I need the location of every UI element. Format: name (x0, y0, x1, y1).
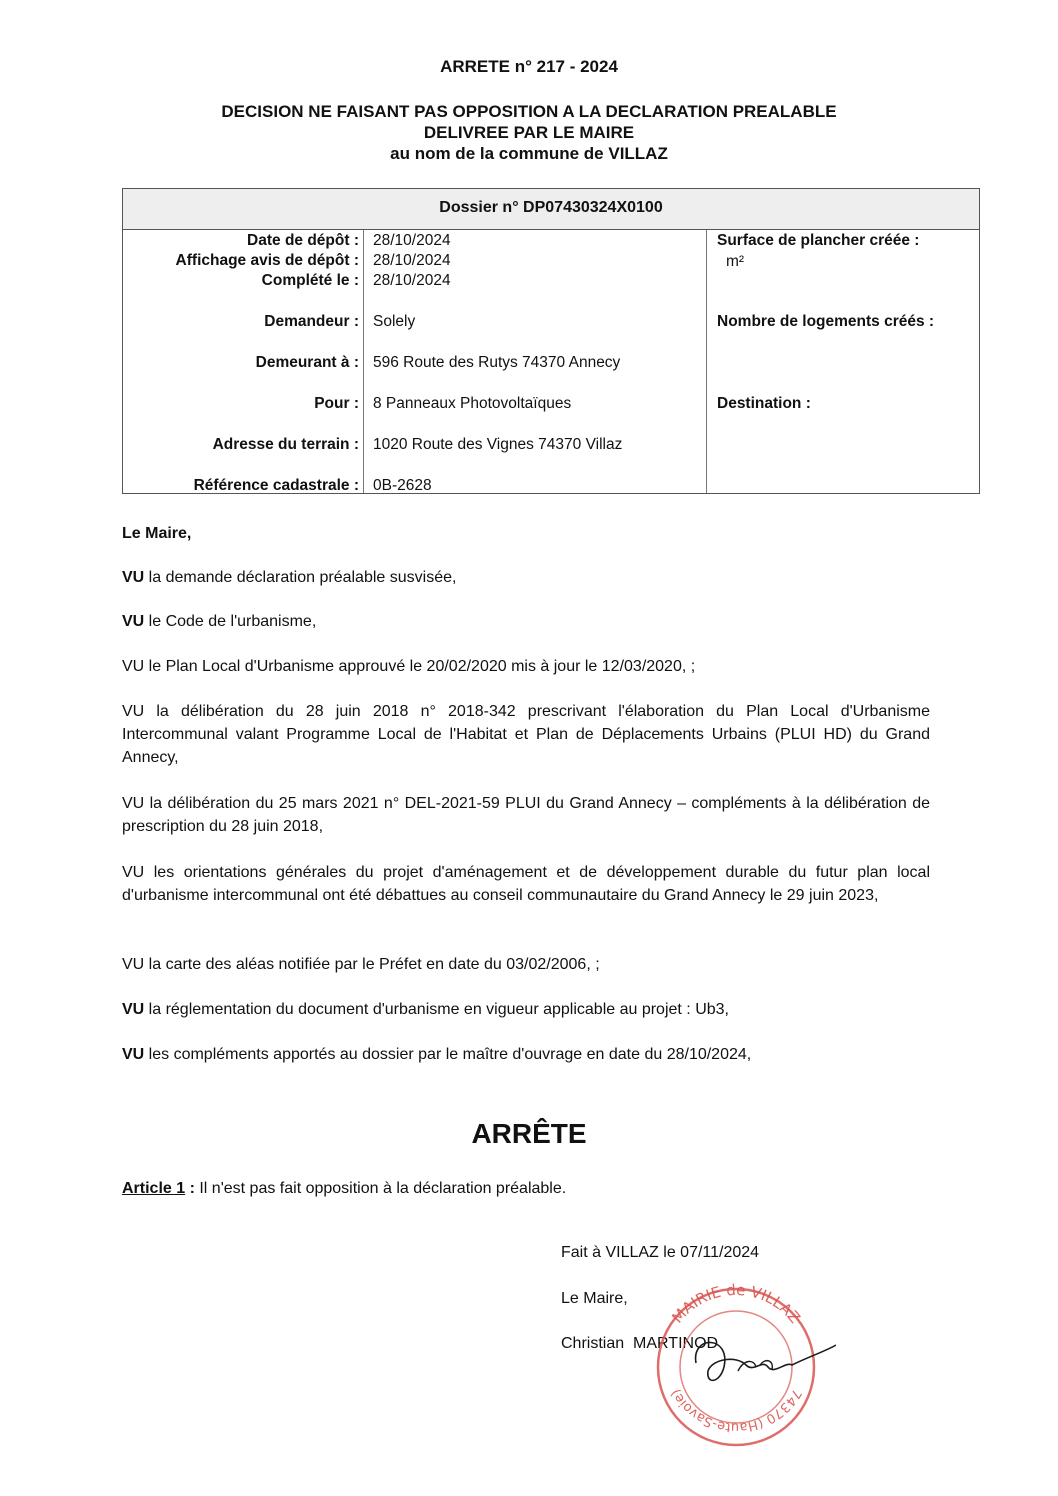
svg-text:74370 (Haute-Savoie): 74370 (Haute-Savoie) (668, 1386, 804, 1435)
value-reference: 0B-2628 (373, 477, 432, 494)
decision-line-3: au nom de la commune de VILLAZ (390, 144, 668, 163)
vu-prefix: VU (122, 569, 145, 586)
vu-item-6: VU les orientations générales du projet d'aménagement et de développement durable du futur plan local d'urbanisme intercommunal ont été débattues au conseil communautaire du Grand Annecy le 29 juin 2023, (122, 864, 930, 904)
label-demandeur: Demandeur : (264, 313, 359, 330)
logements-label: Nombre de logements créés : (717, 313, 935, 330)
signature-role: Le Maire, (561, 1290, 628, 1307)
value-adresse: 1020 Route des Vignes 74370 Villaz (373, 436, 623, 453)
label-demeurant: Demeurant à : (255, 354, 359, 371)
mairie-stamp (636, 1275, 836, 1455)
value-affichage: 28/10/2024 (373, 252, 451, 269)
value-complete: 28/10/2024 (373, 272, 451, 289)
vu-text-2: le Code de l'urbanisme, (144, 613, 317, 630)
value-demeurant: 596 Route des Rutys 74370 Annecy (373, 354, 621, 371)
vu-prefix: VU (122, 1001, 145, 1018)
value-date-depot: 28/10/2024 (373, 232, 451, 249)
vu-item-8 (122, 998, 930, 1021)
column-divider-right (706, 230, 707, 493)
vu-text-9: les compléments apportés au dossier par le maître d'ouvrage en date du 28/10/2024, (144, 1046, 752, 1063)
value-pour: 8 Panneaux Photovoltaïques (373, 395, 572, 412)
label-affichage: Affichage avis de dépôt : (175, 252, 359, 269)
decision-heading (0, 101, 1058, 164)
svg-text:MAIRIE de VILLAZ: MAIRIE de VILLAZ (668, 1280, 804, 1327)
fait-a-date: Fait à VILLAZ le 07/11/2024 (561, 1244, 760, 1261)
dossier-table (122, 188, 980, 494)
destination-label: Destination : (717, 395, 811, 412)
decision-line-2: DELIVREE PAR LE MAIRE (423, 123, 635, 142)
vu-item-2 (122, 610, 930, 633)
label-pour: Pour : (314, 395, 359, 412)
article-1-separator: : (185, 1180, 200, 1197)
article-1-text: Il n'est pas fait opposition à la déclaration préalable. (199, 1180, 567, 1197)
article-1 (122, 1177, 930, 1200)
signatory-name: Christian MARTINOD (561, 1335, 719, 1352)
arrete-number: ARRETE n° 217 - 2024 (440, 57, 618, 76)
vu-item-5: VU la délibération du 25 mars 2021 n° DEL-2021-59 PLUI du Grand Annecy – compléments à la délibération de prescription du 28 juin 2018, (122, 795, 930, 835)
article-1-label: Article 1 (122, 1180, 186, 1197)
vu-prefix: VU (122, 613, 145, 630)
arrete-title: ARRÊTE (471, 1118, 587, 1149)
vu-text-8: la réglementation du document d'urbanisme en vigueur applicable au projet : Ub3, (144, 1001, 729, 1018)
value-demandeur: Solely (373, 313, 416, 330)
vu-prefix: VU (122, 1046, 145, 1063)
label-complete: Complété le : (261, 272, 359, 289)
label-date-depot: Date de dépôt : (247, 232, 359, 249)
column-divider-left (363, 230, 364, 493)
vu-item-3: VU le Plan Local d'Urbanisme approuvé le 20/02/2020 mis à jour le 12/03/2020, ; (122, 658, 696, 675)
surface-label: Surface de plancher créée : (717, 232, 920, 249)
vu-item-7: VU la carte des aléas notifiée par le Préfet en date du 03/02/2006, ; (122, 956, 600, 973)
decision-line-1: DECISION NE FAISANT PAS OPPOSITION A LA DECLARATION PREALABLE (221, 102, 837, 121)
vu-text-1: la demande déclaration préalable susvisée, (144, 569, 457, 586)
vu-item-4: VU la délibération du 28 juin 2018 n° 2018-342 prescrivant l'élaboration du Plan Local d'Urbanisme Intercommunal valant Programme Local de l'Habitat et Plan de Déplacements Urbains (PLUI HD) du Grand Annecy, (122, 703, 930, 766)
surface-unit: m² (726, 253, 745, 270)
vu-item-1 (122, 566, 930, 589)
vu-item-9 (122, 1043, 930, 1066)
dossier-title: Dossier n° DP07430324X0100 (123, 189, 979, 230)
label-reference: Référence cadastrale : (193, 477, 359, 494)
label-adresse: Adresse du terrain : (212, 436, 359, 453)
le-maire-heading: Le Maire, (122, 525, 192, 542)
